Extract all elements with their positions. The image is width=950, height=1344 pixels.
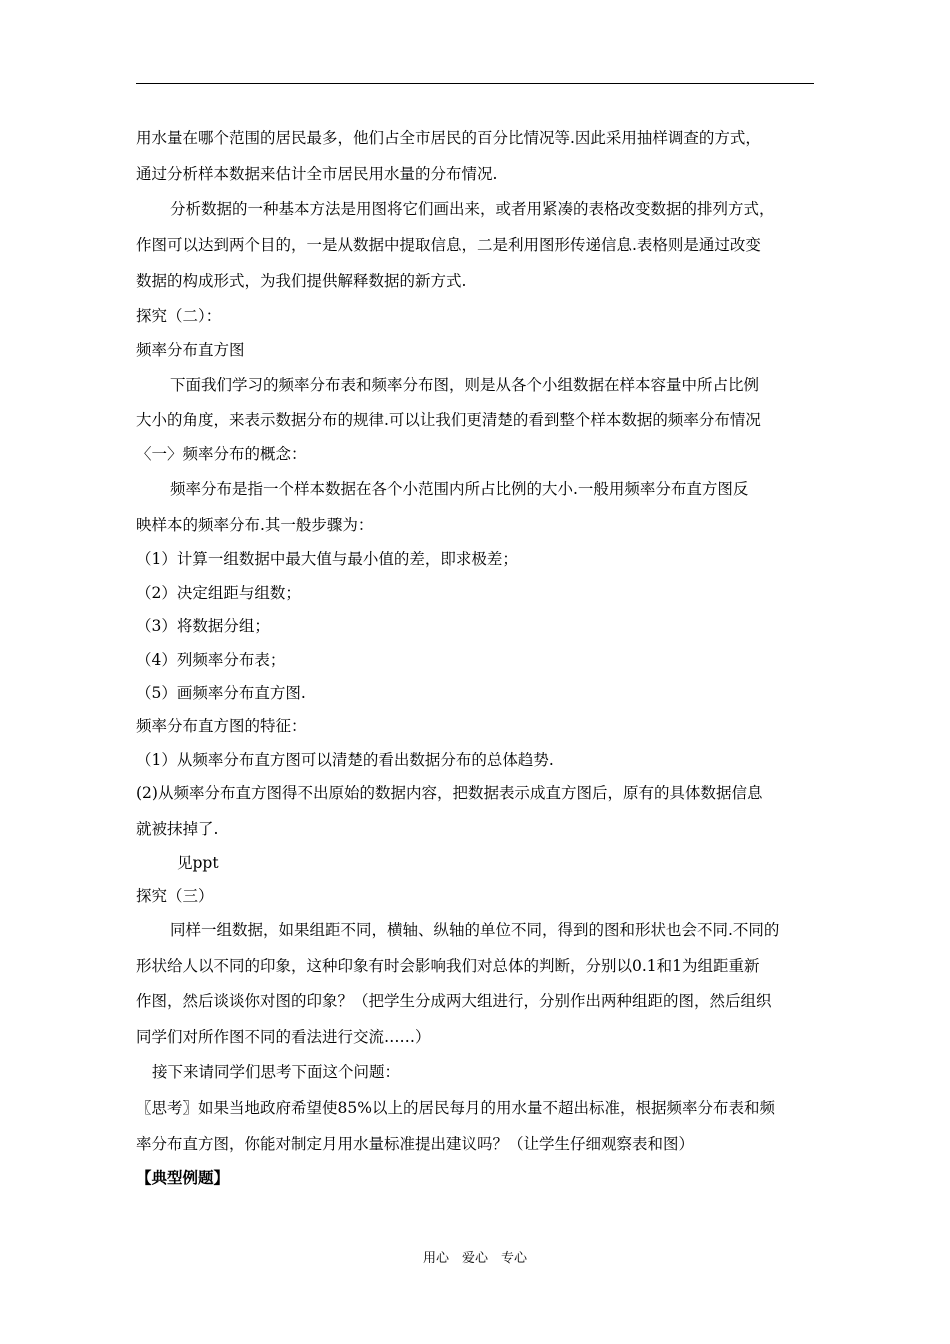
list-item: （1）计算一组数据中最大值与最小值的差，即求极差；	[136, 550, 518, 568]
text-line: 作图，然后谈谈你对图的印象？（把学生分成两大组进行，分别作出两种组距的图，然后组织	[136, 992, 772, 1010]
section-heading: 【典型例题】	[136, 1168, 230, 1187]
text-line: 见ppt	[177, 854, 219, 872]
section-heading: 探究（二）：	[136, 307, 222, 325]
text-line: 下面我们学习的频率分布表和频率分布图，则是从各个小组数据在样本容量中所占比例	[170, 376, 760, 394]
text-line: 作图可以达到两个目的，一是从数据中提取信息，二是利用图形传递信息.表格则是通过改变	[136, 236, 761, 254]
section-heading: 探究（三）	[136, 887, 214, 905]
text-line: 映样本的频率分布.其一般步骤为：	[136, 516, 374, 534]
text-line: 就被抹掉了.	[136, 820, 219, 838]
text-line: 数据的构成形式，为我们提供解释数据的新方式.	[136, 272, 467, 290]
text-line: 用水量在哪个范围的居民最多，他们占全市居民的百分比情况等.因此采用抽样调查的方式，	[136, 129, 761, 147]
text-line: 频率分布是指一个样本数据在各个小范围内所占比例的大小.一般用频率分布直方图反	[170, 480, 749, 498]
section-heading: 频率分布直方图	[136, 341, 245, 359]
list-item: (2)从频率分布直方图得不出原始的数据内容，把数据表示成直方图后，原有的具体数据信息	[136, 784, 763, 802]
text-line: 同样一组数据，如果组距不同，横轴、纵轴的单位不同，得到的图和形状也会不同.不同的	[170, 921, 780, 939]
list-item: （2）决定组距与组数；	[136, 584, 301, 602]
text-line: 形状给人以不同的印象，这种印象有时会影响我们对总体的判断，分别以0.1和1为组距重新	[136, 957, 760, 975]
text-line: 分析数据的一种基本方法是用图将它们画出来，或者用紧凑的表格改变数据的排列方式，	[170, 200, 775, 218]
list-item: （1）从频率分布直方图可以清楚的看出数据分布的总体趋势.	[136, 751, 554, 769]
text-line: 接下来请同学们思考下面这个问题：	[152, 1063, 401, 1081]
list-item: （3）将数据分组；	[136, 617, 270, 635]
section-heading: 频率分布直方图的特征：	[136, 717, 307, 735]
text-line: 大小的角度，来表示数据分布的规律.可以让我们更清楚的看到整个样本数据的频率分布情况	[136, 411, 761, 429]
list-item: （5）画频率分布直方图.	[136, 684, 306, 702]
page-footer: 用心 爱心 专心	[422, 1251, 527, 1266]
list-item: （4）列频率分布表；	[136, 651, 286, 669]
text-line: 通过分析样本数据来估计全市居民用水量的分布情况.	[136, 165, 498, 183]
header-rule	[136, 83, 814, 84]
text-line: 率分布直方图，你能对制定月用水量标准提出建议吗？（让学生仔细观察表和图）	[136, 1135, 695, 1153]
subsection-heading: 〈一〉频率分布的概念：	[136, 445, 307, 463]
text-line: 〖思考〗如果当地政府希望使85%以上的居民每月的用水量不超出标准，根据频率分布表和频	[136, 1099, 775, 1117]
text-line: 同学们对所作图不同的看法进行交流……）	[136, 1028, 431, 1046]
